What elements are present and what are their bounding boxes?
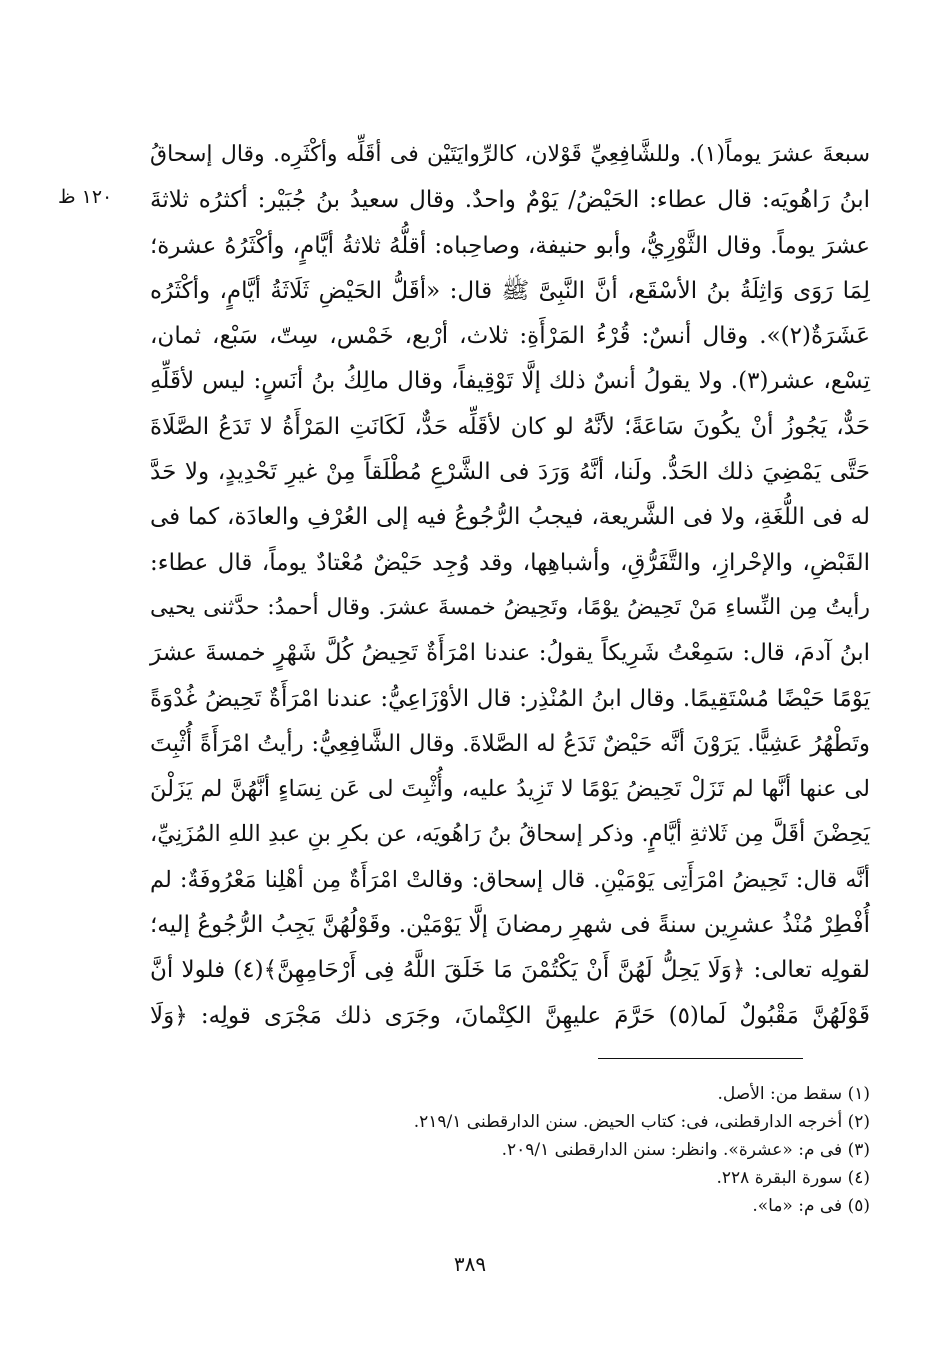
footnote: (٣) فى م: «عشرة». وانظر: سنن الدارقطنى ٢٠٩/١.: [501, 1140, 870, 1160]
text-line: حَتَّى يَمْضِيَ ذلك الحَدُّ. ولَنا، أنَّهُ وَرَدَ فى الشَّرْعِ مُطْلَقاً مِنْ غيرِ تَحْدِيدٍ، ولا حَدَّ: [150, 459, 870, 486]
text-line: تِسْع، عشر(٣). ولا يقولُ أنسٌ ذلك إلَّا تَوْقِيفاً، وقال مالِكُ بنُ أنَسٍ: ليس لأقَلِّهِ: [150, 368, 870, 395]
margin-folio-note: ١٢٠ ظ: [58, 186, 113, 208]
text-line: حَدٌّ، يَجُوزُ أنْ يكُونَ سَاعَةً؛ لأنَّهُ لو كان لأقَلِّه حَدٌّ، لَكَانَتِ المَرْأَةُ لا تَدَعُ الصَّلَاةَ: [150, 413, 870, 440]
text-line: له فى اللُّغَةِ، ولا فى الشَّريعة، فيجبُ الرُّجُوعُ فيه إلى العُرْفِ والعادَة، كما فى: [150, 504, 870, 531]
text-line: عَشَرَةٌ(٢)». وقال أنسٌ: قُرْءُ المَرْأَةِ: ثلاث، أرْبع، خَمْس، سِتّ، سَبْع، ثمان،: [150, 323, 870, 350]
text-line: وتَطْهُرُ عَشِيًّا. يَرَوْنَ أنَّه حَيْضٌ تَدَعُ له الصَّلاةَ. وقال الشَّافِعِيُّ: رأيتُ امْرَأَةً أُثْبِتَ: [150, 730, 870, 757]
footnote-separator: [598, 1058, 803, 1059]
text-line: رأيتُ مِن النِّساءِ مَنْ تَحِيضُ يوْمًا، وتَحِيضُ خمسةَ عشرَ. وقال أحمدُ: حدَّثنى يحيى: [150, 594, 870, 620]
page-number: ٣٨٩: [453, 1252, 487, 1276]
text-line: قَوْلَهُنَّ مَقْبُولٌ لَما(٥) حَرَّمَ عليهِنَّ الكِتْمانَ، وجَرَى ذلك مَجْرَى قولِه: ﴿وَلَا: [150, 1002, 870, 1029]
text-line: ابنُ رَاهُويَه: قال عطاء: الحَيْضُ/ يَوْمٌ واحدٌ. وقال سعيدُ بنُ جُبَيْر: أكثرُه ثلاثةَ: [150, 187, 870, 214]
footnote: (٤) سورة البقرة ٢٢٨.: [716, 1168, 870, 1188]
footnote: (٢) أخرجه الدارقطنى، فى: كتاب الحيض. سنن الدارقطنى ٢١٩/١.: [413, 1112, 870, 1132]
main-text-block: [150, 138, 870, 1044]
text-line: لِمَا رَوَى وَاثِلَةُ بنُ الأسْقَع، أنَّ النَّبِىَّ ﷺ قال: «أقَلُّ الحَيْضِ ثَلَاثَةُ أيَّامٍ، وأكْثَرُه: [150, 277, 870, 304]
text-line: القَبْضِ، والإحْرازِ، والتَّفَرُّقِ، وأشباهِها، وقد وُجِد حَيْضٌ مُعْتادٌ يوماً، قال عطاء:: [150, 549, 870, 576]
text-line: أنَّه قال: تَحِيضُ امْرَأَتِى يَوْمَيْنِ. قال إسحاق: وقالتْ امْرَأَةٌ مِن أهْلِنا مَعْرُوفَةٌ: لم: [150, 866, 870, 893]
footnote: (٥) فى م: «ما».: [752, 1196, 870, 1216]
text-line: يَحِضْنَ أقَلَّ مِن ثَلاثةِ أيَّامٍ. وذكر إسحاقُ بنُ رَاهُويَه، عن بكرِ بنِ عبدِ اللهِ المُزَنِيِّ،: [150, 821, 870, 848]
text-line: أُفْطِرْ مُنْذُ عشرِين سنةً فى شهرِ رمضانَ إلَّا يَوْمَيْن. وقَوْلُهُنَّ يَجِبُ الرُّجُوعُ إليه؛: [150, 912, 870, 939]
text-line: لقولِه تعالى: ﴿وَلَا يَحِلُّ لَهُنَّ أَنْ يَكْتُمْنَ مَا خَلَقَ اللَّهُ فِى أَرْحَامِهِنَّ﴾(٤) فلولا أنَّ: [150, 957, 870, 984]
text-line: ابنُ آدمَ، قال: سَمِعْتُ شَرِيكاً يقولُ: عندنا امْرَأَةٌ تَحِيضُ كُلَّ شَهْرٍ خمسةَ عشرَ: [150, 640, 870, 667]
text-line: عشرَ يوماً. وقال الثَّوْرِيُّ، وأبو حنيفة، وصاحِباه: أقلُّهُ ثلاثةُ أيَّامٍ، وأكْثَرُهُ عشرة؛: [150, 232, 870, 259]
text-line: سبعةَ عشرَ يوماً(١). وللشَّافِعِيِّ قَوْلان، كالرِّوايَتَيْن فى أقَلِّه وأكْثَرِه. وقال إسحاقُ: [150, 142, 871, 167]
footnote: (١) سقط من: الأصل.: [717, 1084, 870, 1104]
text-line: لى عنها أنَّها لم تَزَلْ تَحِيضُ يَوْمًا لا تَزِيدُ عليه، وأُثْبِتَ لى عَن نِسَاءٍ أنَّهُنَّ لم يَزَلْنَ: [150, 776, 870, 803]
text-line: يَوْمًا حَيْضًا مُسْتَقِيمًا. وقال ابنُ المُنْذِر: قال الأوْزَاعِيُّ: عندنا امْرَأَةٌ تَحِيضُ غُدْوَةً: [150, 685, 870, 712]
footnotes-block: [150, 1080, 870, 1220]
